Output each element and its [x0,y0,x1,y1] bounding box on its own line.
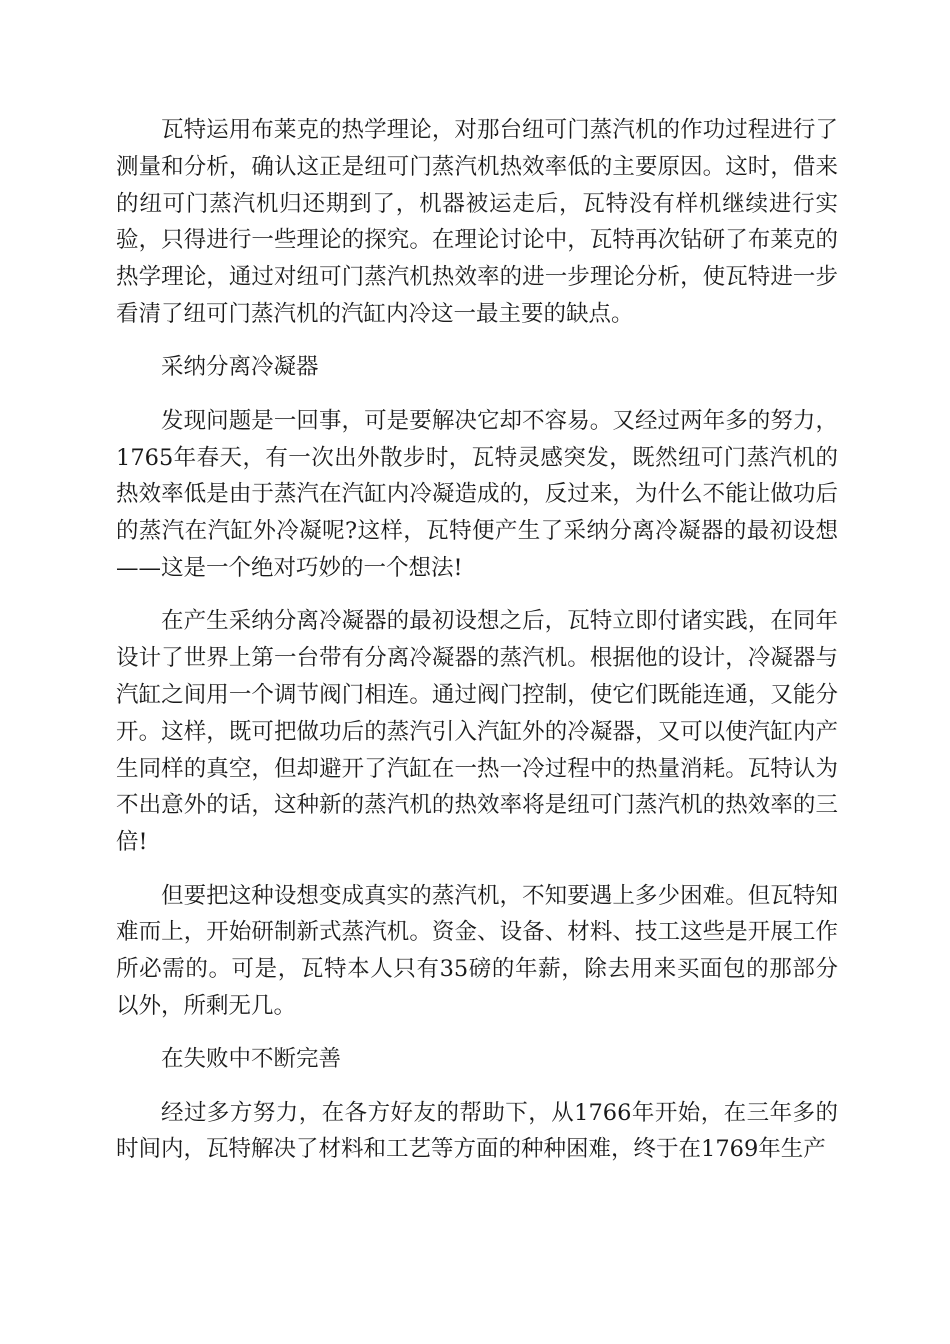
paragraph-difficulties: 但要把这种设想变成真实的蒸汽机，不知要遇上多少困难。但瓦特知难而上，开始研制新式蒸汽机。资金、设备、材料、技工这些是开展工作所必需的。可是，瓦特本人只有35磅的年薪，除去用来买面包的那部分以外，所剩无几。 [116,882,838,1019]
paragraph-production: 经过多方努力，在各方好友的帮助下，从1766年开始，在三年多的时间内，瓦特解决了材料和工艺等方面的种种困难，终于在1769年生产 [116,1099,838,1163]
paragraph-inspiration: 发现问题是一回事，可是要解决它却不容易。又经过两年多的努力，1765年春天，有一次出外散步时，瓦特灵感突发，既然纽可门蒸汽机的热效率低是由于蒸汽在汽缸内冷凝造成的，反过来，为什么不能让做功后的蒸汽在汽缸外冷凝呢?这样，瓦特便产生了采纳分离冷凝器的最初设想——这是一个绝对巧妙的一个想法! [116,407,838,581]
section-heading-improvement: 在失败中不断完善 [161,1046,342,1073]
section-heading-separate-condenser: 采纳分离冷凝器 [161,354,319,381]
paragraph-theory-analysis: 瓦特运用布莱克的热学理论，对那台纽可门蒸汽机的作功过程进行了测量和分析，确认这正是纽可门蒸汽机热效率低的主要原因。这时，借来的纽可门蒸汽机归还期到了，机器被运走后，瓦特没有样机继续进行实验，只得进行一些理论的探究。在理论讨论中，瓦特再次钻研了布莱克的热学理论，通过对纽可门蒸汽机热效率的进一步理论分析，使瓦特进一步看清了纽可门蒸汽机的汽缸内冷这一最主要的缺点。 [116,117,838,327]
document-page [116,112,838,1185]
paragraph-first-design: 在产生采纳分离冷凝器的最初设想之后，瓦特立即付诸实践，在同年设计了世界上第一台带有分离冷凝器的蒸汽机。根据他的设计，冷凝器与汽缸之间用一个调节阀门相连。通过阀门控制，使它们既能连通，又能分开。这样，既可把做功后的蒸汽引入汽缸外的冷凝器，又可以使汽缸内产生同样的真空，但却避开了汽缸在一热一冷过程中的热量消耗。瓦特认为不出意外的话，这种新的蒸汽机的热效率将是纽可门蒸汽机的热效率的三倍! [116,608,838,856]
